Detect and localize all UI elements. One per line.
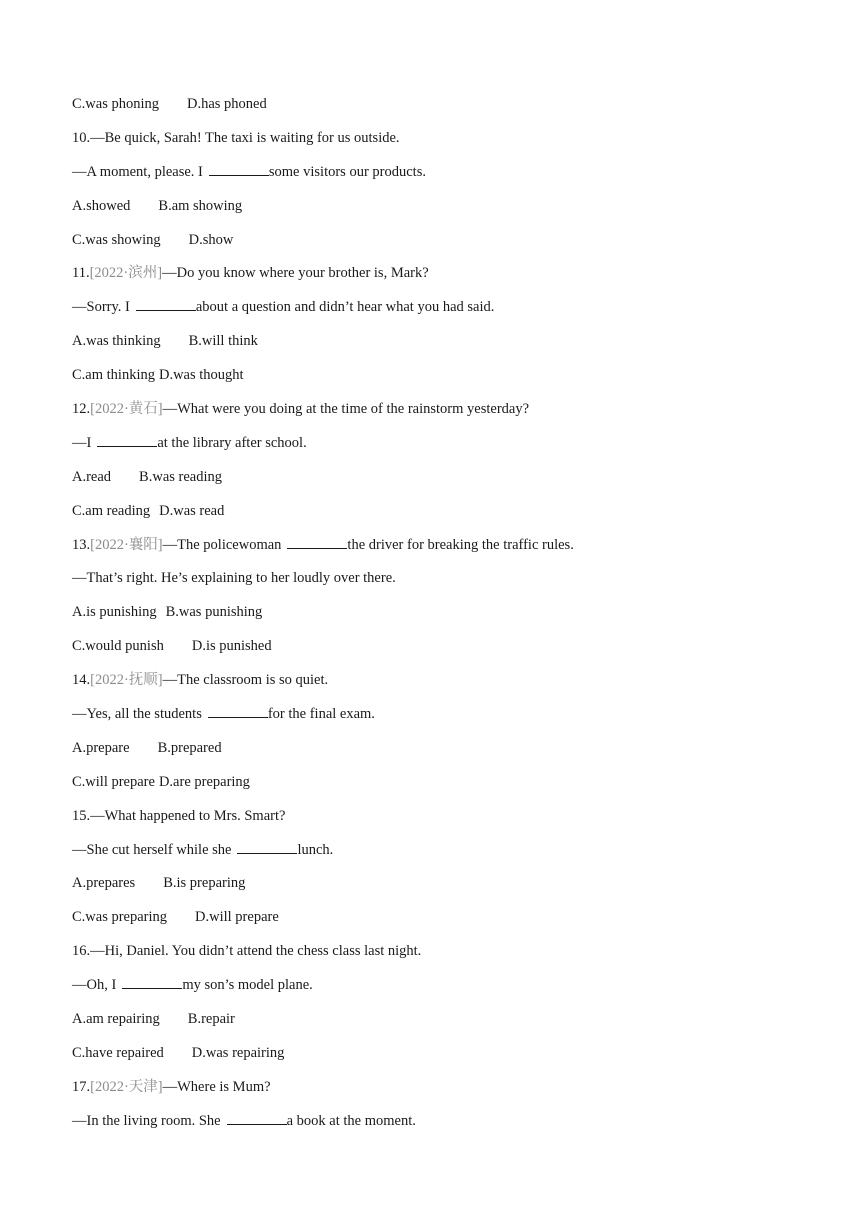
option-text: D.was read: [159, 502, 225, 519]
question-text: —In the living room. She: [72, 1112, 221, 1129]
question-text: —Be quick, Sarah! The taxi is waiting for us outside.: [90, 129, 400, 146]
answer-options-line: [72, 363, 792, 397]
answer-options-line: [72, 770, 792, 804]
question-text: —The classroom is so quiet.: [162, 672, 329, 689]
answer-options-line: [72, 736, 792, 770]
question-source: [2022·襄阳]: [90, 536, 163, 553]
question-number: 13.: [72, 536, 91, 553]
dialogue-line: [72, 160, 792, 194]
question-text: at the library after school.: [157, 434, 307, 451]
question-text: about a question and didn’t hear what you had said.: [195, 299, 495, 316]
question-source: [2022·黄石]: [90, 401, 163, 418]
option-text: D.is punished: [191, 638, 272, 655]
question-line: [72, 533, 792, 567]
dialogue-line: [72, 295, 792, 329]
option-text: A.was thinking: [72, 333, 161, 350]
answer-options-line: [72, 329, 792, 363]
option-text: D.show: [188, 231, 234, 248]
question-text: the driver for breaking the traffic rules.: [347, 536, 574, 553]
question-text: —Do you know where your brother is, Mark?: [162, 265, 429, 282]
question-number: 15.: [72, 807, 91, 824]
question-number: 10.: [72, 129, 91, 146]
question-text: —I: [72, 434, 92, 451]
answer-blank[interactable]: [97, 432, 157, 447]
question-line: [72, 804, 792, 838]
option-text: A.am repairing: [72, 1011, 160, 1028]
option-text: B.was punishing: [165, 604, 263, 621]
question-text: —Oh, I: [72, 977, 117, 994]
question-line: [72, 261, 792, 295]
question-text: —A moment, please. I: [72, 163, 203, 180]
question-text: —Where is Mum?: [162, 1078, 271, 1095]
question-text: —That’s right. He’s explaining to her loudly over there.: [72, 570, 396, 587]
question-number: 14.: [72, 672, 91, 689]
option-text: B.repair: [187, 1011, 235, 1028]
answer-blank[interactable]: [287, 534, 347, 549]
question-line: [72, 668, 792, 702]
answer-options-line: [72, 228, 792, 262]
option-text: A.showed: [72, 197, 131, 214]
option-text: C.am reading: [72, 502, 151, 519]
option-text: C.was showing: [72, 231, 161, 248]
question-source: [2022·抚顺]: [90, 672, 163, 689]
answer-options-line: [72, 1041, 792, 1075]
answer-options-line: [72, 194, 792, 228]
answer-options-line: [72, 1007, 792, 1041]
dialogue-line: [72, 566, 792, 600]
question-source: [2022·滨州]: [89, 265, 163, 282]
document-page: [72, 92, 792, 1143]
question-text: some visitors our products.: [268, 163, 426, 180]
option-text: A.prepares: [72, 875, 136, 892]
question-number: 17.: [72, 1078, 91, 1095]
question-text: —Yes, all the students: [72, 706, 202, 723]
question-text: —What were you doing at the time of the rainstorm yesterday?: [162, 401, 530, 418]
answer-blank[interactable]: [208, 703, 268, 718]
question-text: lunch.: [297, 841, 334, 858]
option-text: C.was phoning: [72, 96, 159, 112]
answer-blank[interactable]: [227, 1110, 287, 1125]
option-text: B.am showing: [158, 197, 243, 214]
question-source: [2022·天津]: [90, 1078, 163, 1095]
question-number: 12.: [72, 401, 91, 418]
dialogue-line: [72, 431, 792, 465]
option-text: C.have repaired: [72, 1044, 164, 1061]
question-text: —She cut herself while she: [72, 841, 232, 858]
answer-options-line: [72, 499, 792, 533]
question-text: a book at the moment.: [286, 1112, 416, 1129]
dialogue-line: [72, 1109, 792, 1143]
answer-options-line: [72, 600, 792, 634]
option-text: B.prepared: [157, 739, 222, 756]
option-text: D.are preparing: [158, 773, 250, 790]
question-number: 16.: [72, 943, 91, 960]
question-number: 11.: [72, 265, 90, 282]
answer-options-line: [72, 871, 792, 905]
answer-blank[interactable]: [209, 161, 269, 176]
answer-options-line: [72, 92, 792, 126]
option-text: B.is preparing: [163, 875, 246, 892]
option-text: B.was reading: [139, 468, 222, 485]
question-line: [72, 397, 792, 431]
answer-options-line: [72, 465, 792, 499]
option-text: C.was preparing: [72, 909, 168, 926]
answer-options-line: [72, 905, 792, 939]
option-text: C.am thinking: [72, 367, 155, 384]
question-text: my son’s model plane.: [182, 977, 313, 994]
option-text: D.was repairing: [191, 1044, 285, 1061]
question-text: —Sorry. I: [72, 299, 130, 316]
option-text: A.read: [72, 468, 112, 485]
option-text: A.is punishing: [72, 604, 157, 621]
option-text: C.will prepare: [72, 773, 155, 790]
answer-blank[interactable]: [237, 839, 297, 854]
dialogue-line: [72, 702, 792, 736]
option-text: D.will prepare: [195, 909, 279, 926]
question-text: —Hi, Daniel. You didn’t attend the chess class last night.: [90, 943, 422, 960]
option-text: B.will think: [188, 333, 258, 350]
dialogue-line: [72, 838, 792, 872]
answer-options-line: [72, 634, 792, 668]
question-text: for the final exam.: [267, 706, 375, 723]
option-text: A.prepare: [72, 739, 130, 756]
option-text: D.has phoned: [187, 96, 267, 112]
dialogue-line: [72, 973, 792, 1007]
question-line: [72, 1075, 792, 1109]
option-text: C.would punish: [72, 638, 164, 655]
question-line: [72, 939, 792, 973]
option-text: D.was thought: [158, 367, 244, 384]
answer-blank[interactable]: [136, 296, 196, 311]
question-line: [72, 126, 792, 160]
question-text: —The policewoman: [162, 536, 282, 553]
question-text: —What happened to Mrs. Smart?: [90, 807, 286, 824]
answer-blank[interactable]: [122, 974, 182, 989]
